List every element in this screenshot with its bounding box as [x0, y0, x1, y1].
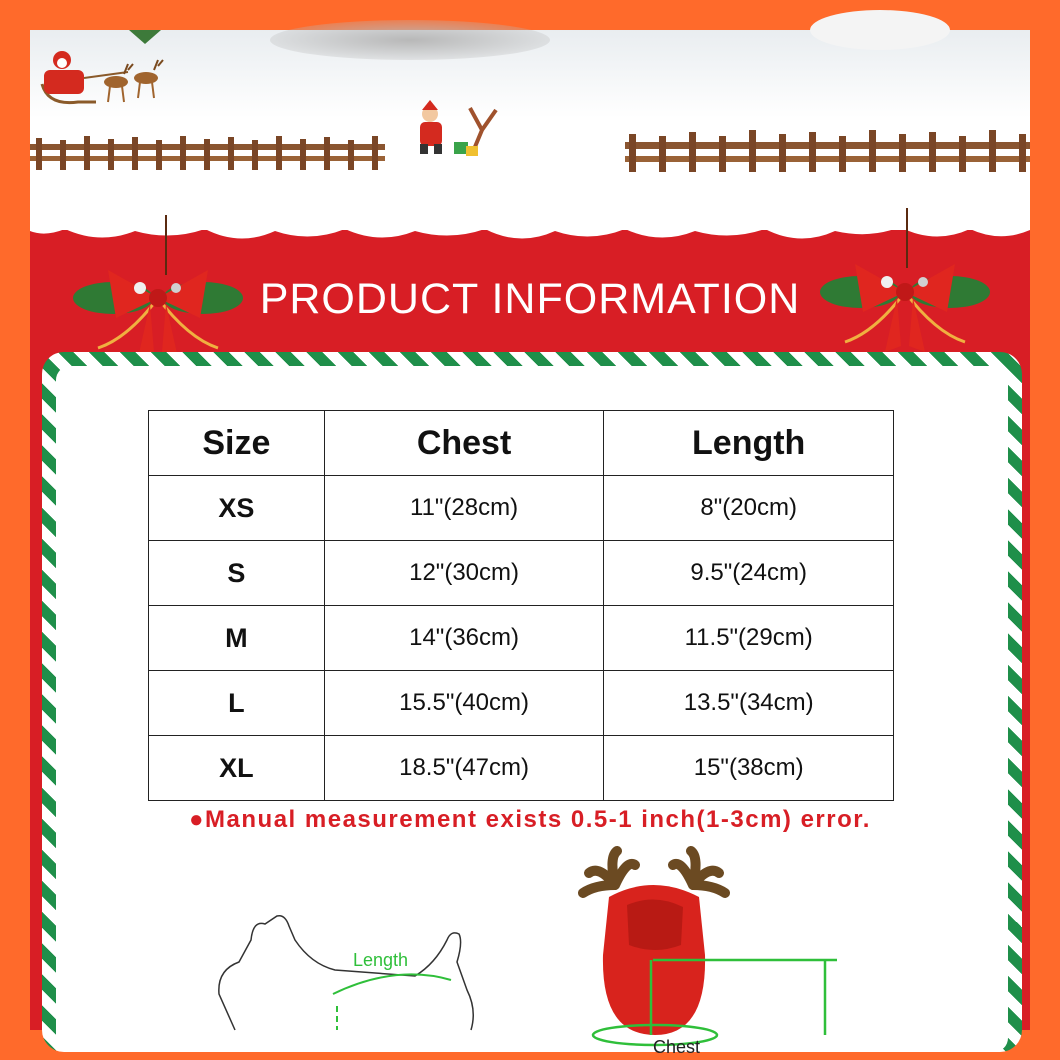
size-cell: XL: [149, 736, 325, 801]
chest-cell: 11"(28cm): [324, 476, 604, 541]
wooden-fence-icon: [625, 122, 1030, 177]
santa-sleigh-icon: [38, 36, 168, 116]
chest-cell: 15.5"(40cm): [324, 671, 604, 736]
size-cell: XS: [149, 476, 325, 541]
length-cell: 13.5"(34cm): [604, 671, 894, 736]
snow-drip: [30, 185, 1030, 255]
reindeer-costume-icon: [575, 845, 865, 1057]
tree-icon: [125, 30, 165, 46]
table-row: [149, 736, 894, 801]
moon-glow: [810, 10, 950, 50]
chest-cell: 14"(36cm): [324, 606, 604, 671]
size-table: [148, 410, 894, 801]
header-length: Length: [604, 411, 894, 476]
table-row: [149, 476, 894, 541]
chest-cell: 12"(30cm): [324, 541, 604, 606]
size-cell: S: [149, 541, 325, 606]
measurement-note: ●Manual measurement exists 0.5-1 inch(1-3cm) error.: [189, 806, 871, 833]
santa-slingshot-icon: [408, 100, 508, 160]
length-label: Length: [353, 950, 409, 970]
length-cell: 15"(38cm): [604, 736, 894, 801]
size-cell: M: [149, 606, 325, 671]
wooden-fence-icon: [30, 130, 385, 175]
product-information-title: PRODUCT INFORMATION: [259, 275, 801, 323]
size-cell: L: [149, 671, 325, 736]
length-cell: 9.5"(24cm): [604, 541, 894, 606]
chest-cell: 18.5"(47cm): [324, 736, 604, 801]
header-size: Size: [149, 411, 325, 476]
table-row: [149, 606, 894, 671]
product-image: [30, 30, 1030, 1057]
dog-outline-icon: [215, 910, 515, 1030]
chest-label: Chest: [653, 1037, 701, 1057]
header-chest: Chest: [324, 411, 604, 476]
table-row: [149, 671, 894, 736]
length-cell: 11.5"(29cm): [604, 606, 894, 671]
snowy-haze: [270, 20, 550, 60]
length-cell: 8"(20cm): [604, 476, 894, 541]
table-row: [149, 541, 894, 606]
table-header-row: [149, 411, 894, 476]
